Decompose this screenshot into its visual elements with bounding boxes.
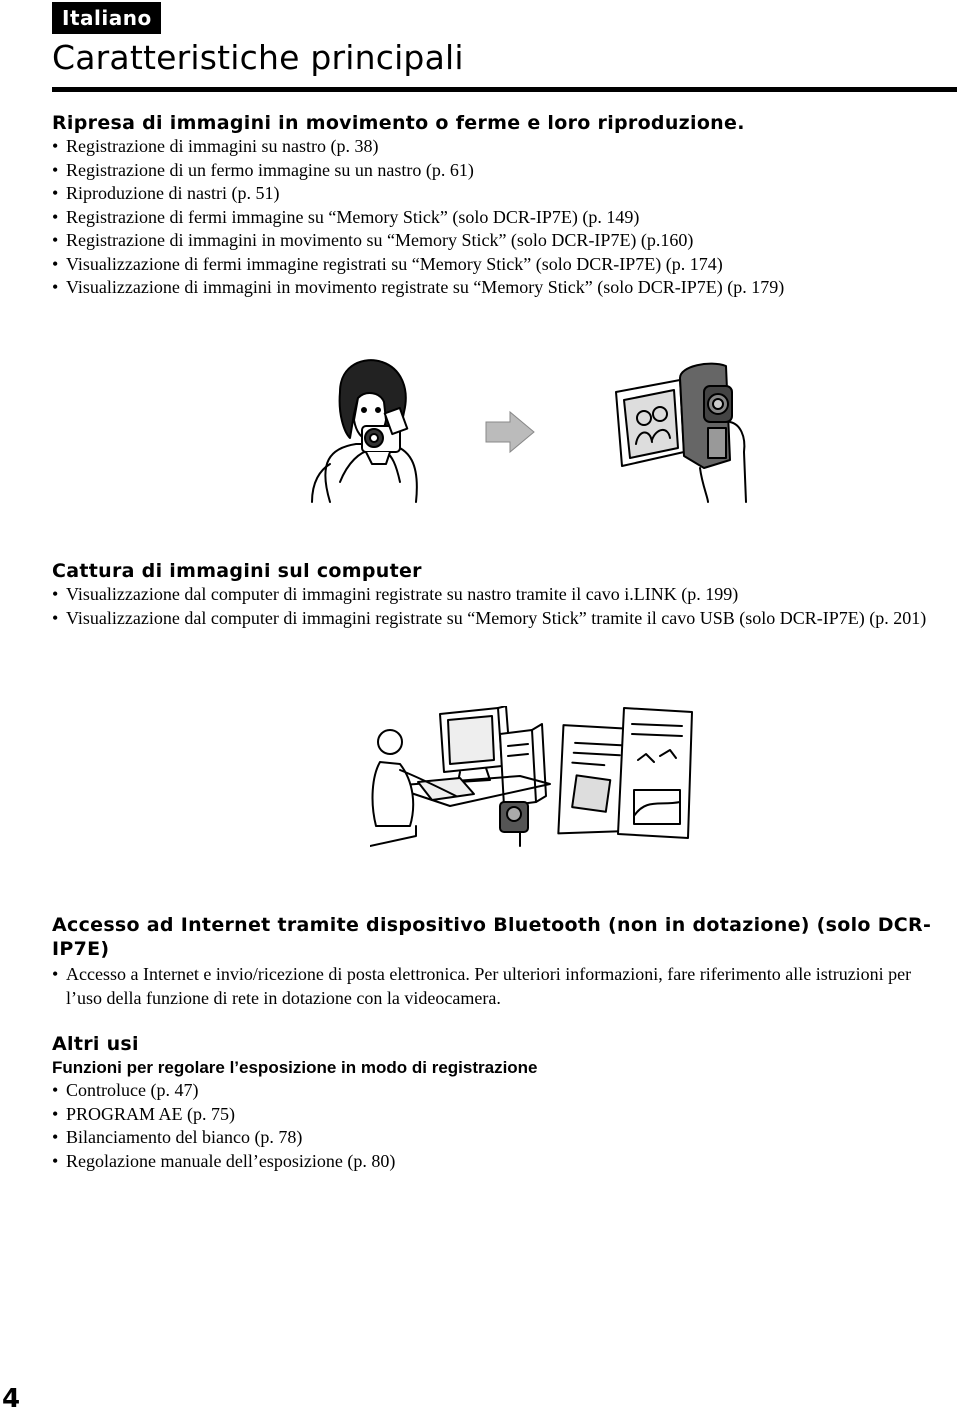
- list-item: • Registrazione di immagini su nastro (p. 38): [52, 135, 942, 159]
- list-item: • Visualizzazione dal computer di immagini registrate su nastro tramite il cavo i.LINK (p. 199): [52, 583, 942, 607]
- section-recording: [52, 111, 942, 300]
- list-item: • Controluce (p. 47): [52, 1079, 942, 1103]
- section-computer: [52, 559, 942, 630]
- bullet-list: [52, 583, 942, 630]
- section-heading: Ripresa di immagini in movimento o ferme e loro riproduzione.: [52, 112, 745, 134]
- list-item: • Visualizzazione di fermi immagine registrati su “Memory Stick” (solo DCR-IP7E) (p. 174): [52, 253, 942, 277]
- list-item: • Regolazione manuale dell’esposizione (p. 80): [52, 1150, 942, 1174]
- list-item: • PROGRAM AE (p. 75): [52, 1103, 942, 1127]
- bullet-list: [52, 963, 942, 1010]
- list-item: • Registrazione di fermi immagine su “Memory Stick” (solo DCR-IP7E) (p. 149): [52, 206, 942, 230]
- section-other-uses: [52, 1032, 942, 1173]
- list-item: • Accesso a Internet e invio/ricezione di posta elettronica. Per ulteriori informazioni, fare riferimento alle istruzioni per l’uso della funzione di rete in dotazione con la videocamera.: [52, 963, 942, 1010]
- page-number: 4: [2, 1384, 21, 1414]
- section-heading: Cattura di immagini sul computer: [52, 560, 422, 582]
- recording-illustration: [300, 352, 760, 510]
- list-item: • Registrazione di immagini in movimento su “Memory Stick” (solo DCR-IP7E) (p.160): [52, 229, 942, 253]
- section-internet: [52, 913, 942, 1010]
- computer-illustration: [370, 706, 720, 851]
- page-title: Caratteristiche principali: [52, 38, 464, 77]
- list-item: • Bilanciamento del bianco (p. 78): [52, 1126, 942, 1150]
- list-item: • Visualizzazione dal computer di immagini registrate su “Memory Stick” tramite il cavo USB (solo DCR-IP7E) (p. 201): [52, 607, 942, 631]
- arrow-right-icon: [486, 412, 534, 452]
- list-item: • Visualizzazione di immagini in movimento registrate su “Memory Stick” (solo DCR-IP7E) (p. 179): [52, 276, 942, 300]
- bullet-list: [52, 135, 942, 300]
- section-subheading: Funzioni per regolare l’esposizione in modo di registrazione: [52, 1058, 538, 1077]
- section-heading: Altri usi: [52, 1033, 139, 1055]
- bullet-list: [52, 1079, 942, 1173]
- section-heading: Accesso ad Internet tramite dispositivo Bluetooth (non in dotazione) (solo DCR-IP7E): [52, 914, 932, 960]
- list-item: • Registrazione di un fermo immagine su un nastro (p. 61): [52, 159, 942, 183]
- language-tab: Italiano: [52, 2, 161, 34]
- list-item: • Riproduzione di nastri (p. 51): [52, 182, 942, 206]
- title-rule: [52, 87, 957, 92]
